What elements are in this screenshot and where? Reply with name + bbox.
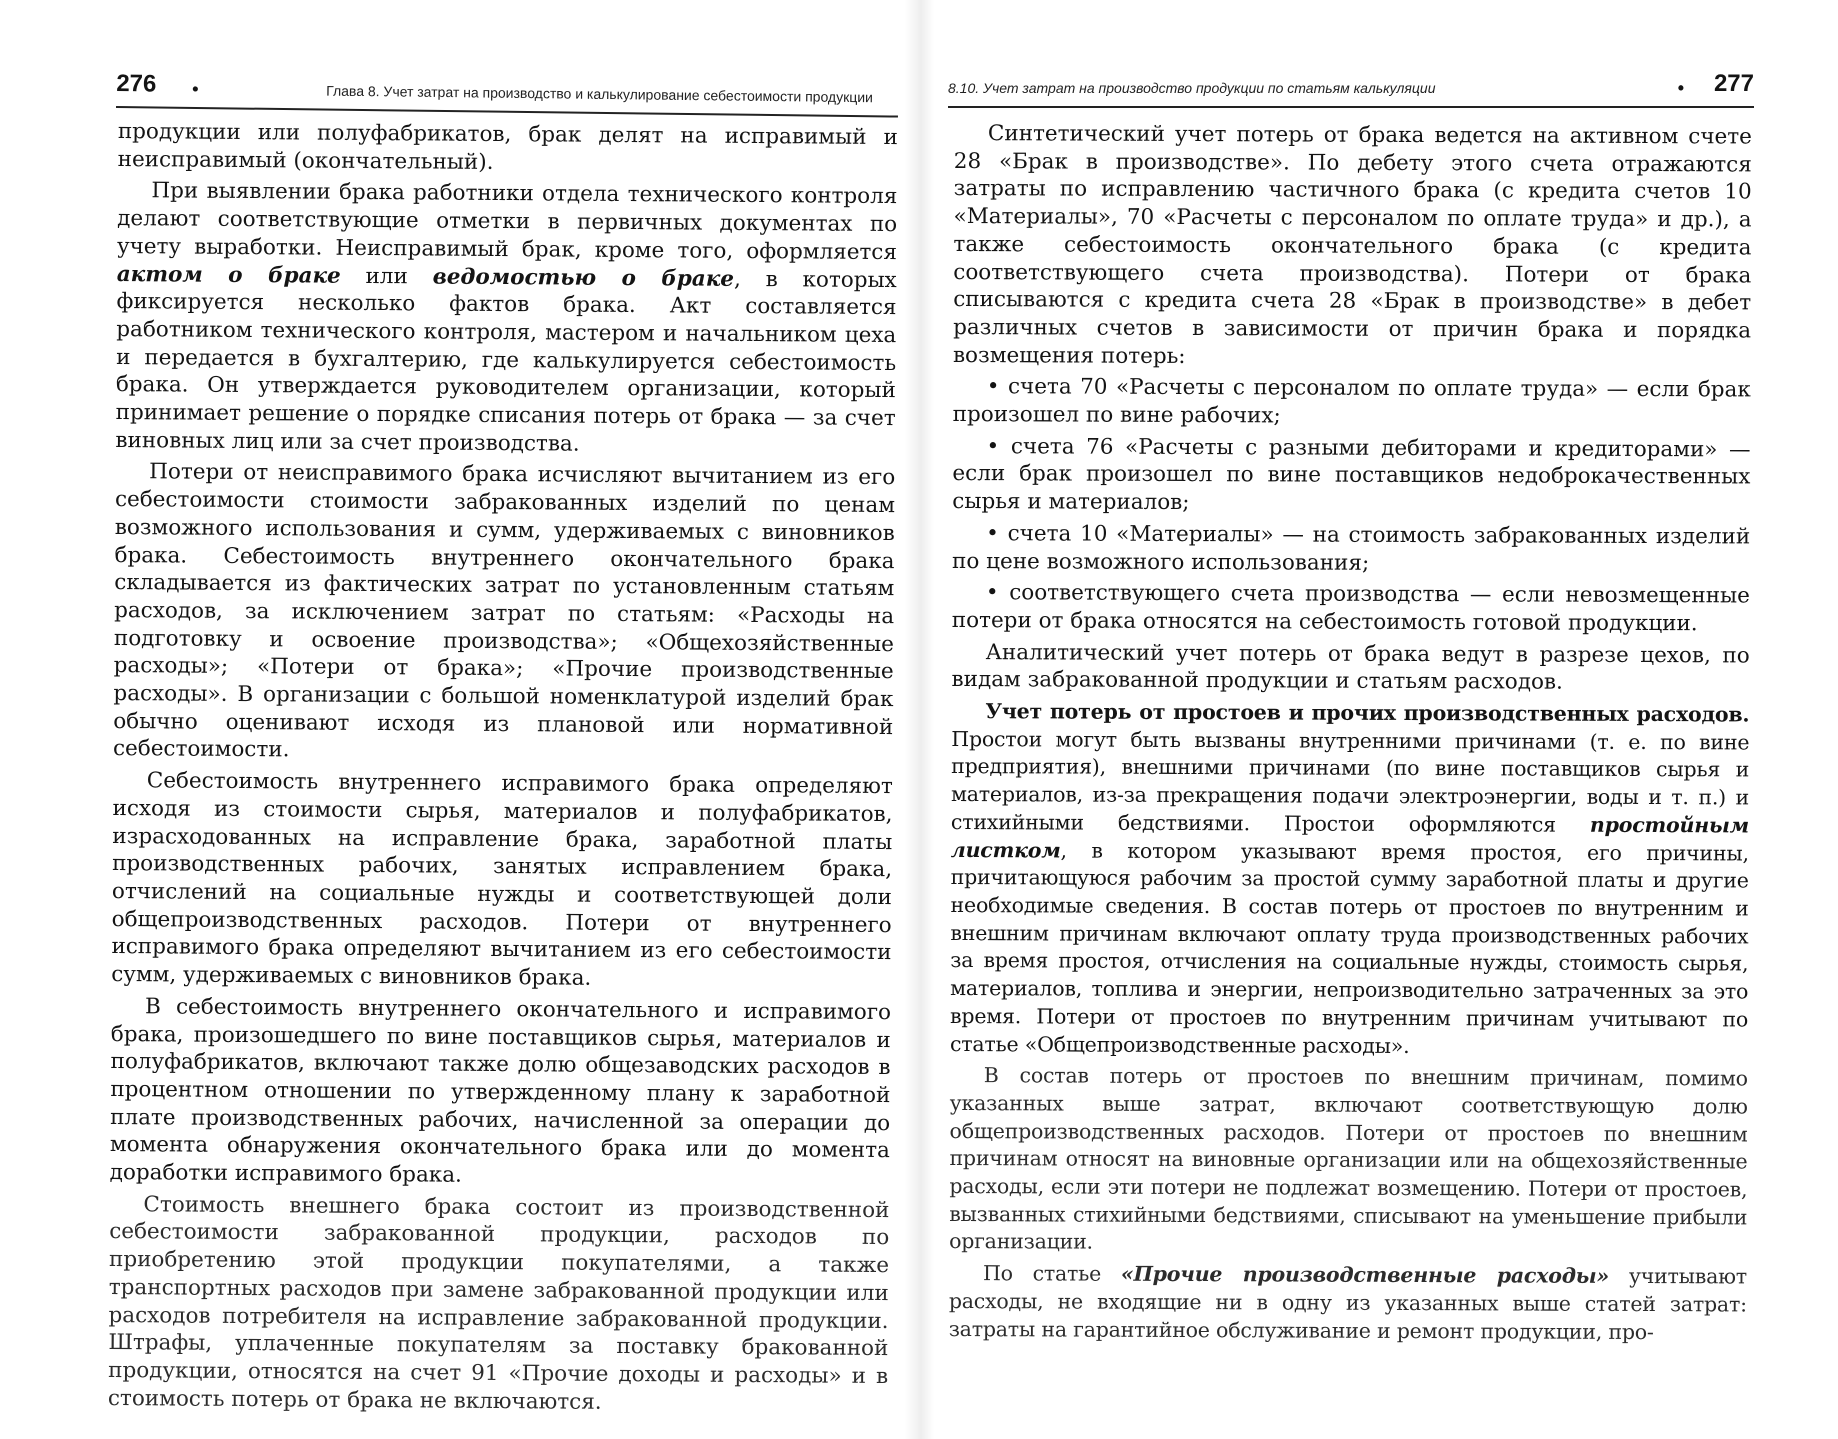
paragraph: Себестоимость внутреннего исправимого брака определяют исходя из стоимости сырья, материалов и полуфабрикатов, израсходованных на исправление брака, заработной платы производственных рабочих, занятых исправлением брака, отчислений на социальные нужды и соответствующей доли общепроизводственных расходов. Потери от внутреннего исправимого брака определяют вычитанием из его себестоимости сумм, удерживаемых с виновников брака.: [111, 768, 893, 991]
text-run: , в которых фиксируется несколько фактов брака. Акт составляется работником технического контроля, мастером и начальником цеха и передается в бухгалтерию, где калькулируется себестоимость брака. Он утверждается руководителем организации, который принимает решение о порядке списания потерь от брака — за счет виновных лиц или за счет производства.: [115, 266, 897, 457]
text-run: , в котором указывают время простоя, его причины, причитающуюся рабочим за простой сумму заработной платы и другие необходимые сведения. В состав потерь от простоев по внутренним и внешним причинам включают оплату труда производственных рабочих за время простоя, отчисления на социальные нужды, стоимость сырья, материалов, топлива и энергии, непроизводительно затраченных за это время. Потери от простоев по внутренним причинам учитывают по статье «Общепроизводственные расходы».: [949, 838, 1749, 1058]
running-head: [948, 72, 1754, 108]
text-run: или: [340, 263, 433, 289]
text-run: Простои могут быть вызваны внутренними причинами (т. е. по вине предприятия), внешними причинами (по вине поставщиков сырья и материалов, из-за прекращения подачи электроэнергии, воды и т. п.) и стихийными бедствиями. Простои оформляются: [950, 726, 1750, 837]
paragraph: В состав потерь от простоев по внешним причинам, помимо указанных выше затрат, включают соответствующую долю общепроизводственных расходов. Потери от простоев по внешним причинам относят на виновные организации или на общехозяйственные расходы, если эти потери не подлежат возмещению. Потери от простоев, вызванных стихийными бедствиями, списывают на уменьшение прибыли организации.: [949, 1063, 1748, 1255]
paragraph: В себестоимость внутреннего окончательного и исправимого брака, произошедшего по вине поставщиков сырья, материалов и полуфабрикатов, включают также долю общезаводских расходов в процентном отношении по утвержденному плану к заработной плате производственных рабочих, начисленной за операции до момента обнаружения окончательного брака или до момента доработки исправимого брака.: [109, 994, 892, 1188]
emphasis-term: актом о браке: [116, 261, 341, 289]
emphasis-term: простойным листком: [950, 812, 1749, 863]
text-run: По статье: [982, 1261, 1121, 1286]
page-body: [108, 118, 898, 1422]
emphasis-term: «Прочие производственные расходы»: [1120, 1261, 1610, 1288]
paragraph: Синтетический учет потерь от брака ведется на активном счете 28 «Брак в производстве». По дебету этого счета отражаются затраты по исправлению частичного брака (с кредита счетов 10 «Материалы», 70 «Расчеты с персоналом по оплате труда» и др.), а также себестоимость окончательного брака (с кредита соответствующего счета производства). Потери от брака списываются с кредита счета 28 «Брак в производстве» в дебет различных счетов в зависимости от причин брака и порядка возмещения потерь:: [952, 121, 1752, 369]
paragraph: Стоимость внешнего брака состоит из производственной себестоимости забракованной продукции, расходов по приобретению этой продукции покупателями, а также транспортных расходов при замене забракованной продукции или расходов потребителя на исправление забракованной продукции. Штрафы, уплаченные покупателям за поставку бракованной продукции, относятся на счет 91 «Прочие доходы и расходы» и в стоимость потерь от брака не включаются.: [107, 1191, 890, 1415]
paragraph: [115, 177, 897, 460]
paragraph: [949, 1260, 1747, 1347]
list-item: • счета 10 «Материалы» — на стоимость забракованных изделий по цене возможного использования;: [952, 520, 1751, 576]
chapter-title: Глава 8. Учет затрат на производство и калькулирование себестоимости продукции: [326, 82, 874, 106]
page-number: 276: [116, 70, 157, 98]
left-page: [0, 0, 918, 1439]
text-run: учитывают расходы, не входящие ни в одну из указанных выше статей затрат: затраты на гарантийное обслуживание и ремонт продукции, про-: [948, 1263, 1748, 1344]
emphasis-term: ведомостью о браке: [432, 263, 735, 292]
paragraph: продукции или полуфабрикатов, брак делят на исправимый и неисправимый (окончательный).: [117, 118, 898, 175]
page-body: [949, 120, 1752, 1351]
paragraph: Аналитический учет потерь от брака ведут в разрезе цехов, по видам забракованной продукции и статьям расходов.: [951, 639, 1750, 696]
header-dot: •: [1677, 78, 1684, 98]
list-item: • счета 76 «Расчеты с разными дебиторами и кредиторами» — если брак произошел по вине поставщиков недоброкачественных сырья и материалов;: [952, 433, 1751, 516]
right-page: [918, 0, 1838, 1439]
text-run: При выявлении брака работники отдела технического контроля делают соответствующие отметки в первичных документах по учету выработки. Неисправимый брак, кроме того, оформляется: [116, 178, 898, 265]
section-title: 8.10. Учет затрат на производство продукции по статьям калькуляции: [948, 80, 1436, 96]
paragraph: [950, 698, 1750, 1062]
header-dot: •: [192, 78, 199, 100]
paragraph: Потери от неисправимого брака исчисляют вычитанием из его себестоимости стоимости забракованных изделий по ценам возможного использования и сумм, удерживаемых с виновников брака. Себестоимость внутреннего окончательного брака складывается из фактических затрат по установленным статьям расходов, за исключением затрат по статьям: «Расходы на подготовку и освоение производства»; «Общехозяйственные расходы»; «Потери от брака»; «Прочие производственные расходы». В организации с большой номенклатурой изделий брак обычно оценивают исходя из плановой или нормативной себестоимости.: [112, 459, 896, 763]
list-item: • счета 70 «Расчеты с персоналом по оплате труда» — если брак произошел по вине рабочих;: [952, 374, 1751, 429]
page-number: 277: [1713, 70, 1754, 97]
running-head: [116, 72, 898, 118]
list-item: • соответствующего счета производства — если невозмещенные потери от брака относятся на себестоимость готовой продукции.: [951, 580, 1750, 637]
section-heading: Учет потерь от простоев и прочих производственных расходов.: [985, 699, 1750, 727]
